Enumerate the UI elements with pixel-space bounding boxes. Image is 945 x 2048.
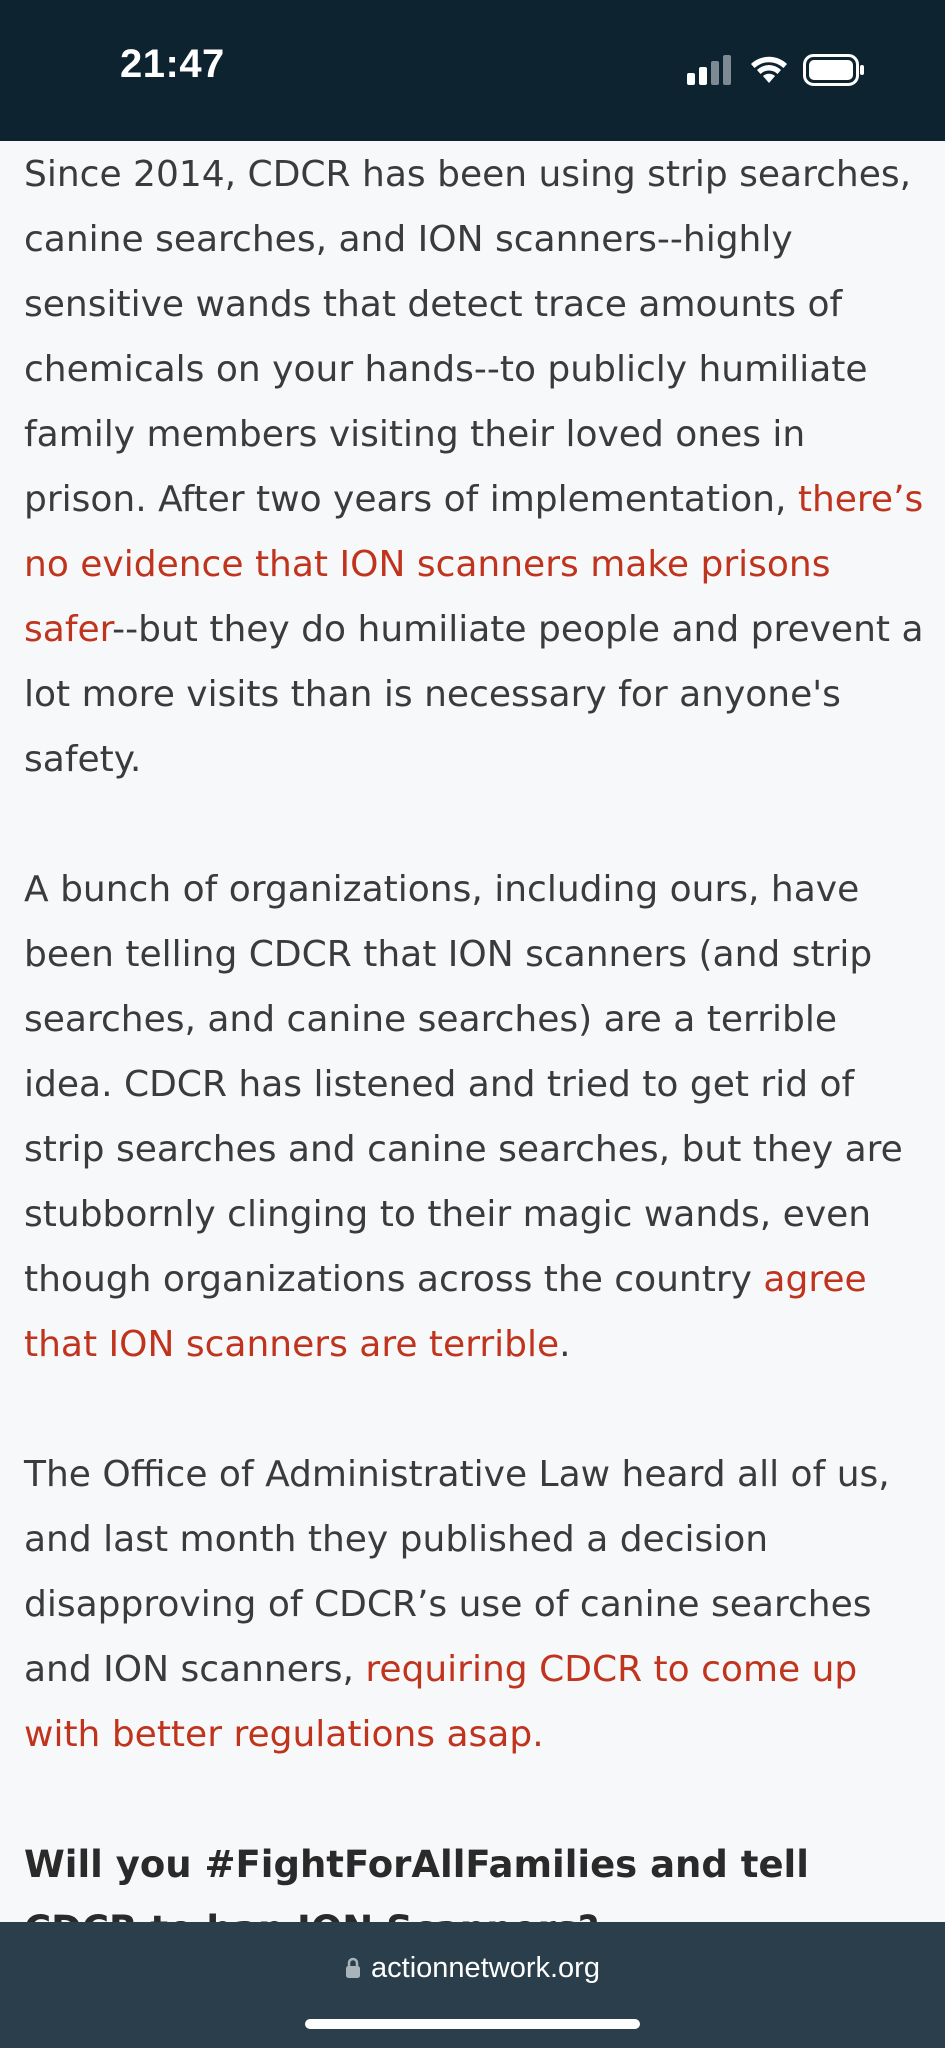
- link-no-evidence[interactable]: there’s no evidence that ION scanners make prisons safer: [24, 479, 924, 650]
- lock-icon: [345, 1957, 361, 1979]
- paragraph-oal-decision: [24, 1442, 924, 1767]
- paragraph-text: A bunch of organizations, including ours, have been telling CDCR that ION scanners (and strip searches, and canine searches) are a terrible idea. CDCR has listened and tried to get rid of strip searches and canine searches, but they are stubbornly clinging to their magic wands, even though organizations across the country: [24, 869, 903, 1300]
- status-time: 21:47: [120, 42, 225, 86]
- paragraph-ion-scanners: [24, 142, 924, 792]
- wifi-icon: [749, 55, 789, 85]
- link-agree-terrible[interactable]: agree that ION scanners are terrible: [24, 1259, 867, 1365]
- status-bar: [0, 0, 945, 141]
- url-display[interactable]: [0, 1952, 945, 1985]
- article-body: [24, 142, 924, 1962]
- browser-url-bar[interactable]: [0, 1922, 945, 2048]
- call-to-action-heading: Will you #FightForAllFamilies and tell: [24, 1843, 809, 1886]
- paragraph-text: Since 2014, CDCR has been using strip searches, canine searches, and ION scanners--highly sensitive wands that detect trace amounts of chemicals on your hands--to publicly humiliate family members visiting their loved ones in prison. After two years of implementation,: [24, 154, 912, 520]
- paragraph-text: --but they do humiliate people and prevent a lot more visits than is necessary for anyone's safety.: [24, 609, 924, 780]
- paragraph-text: .: [559, 1324, 571, 1365]
- paragraph-organizations: [24, 857, 924, 1377]
- url-text: actionnetwork.org: [371, 1952, 600, 1984]
- paragraph-text: The Office of Administrative Law heard all of us, and last month they published a decision disapproving of CDCR’s use of canine searches and ION scanners,: [24, 1454, 890, 1690]
- link-better-regulations[interactable]: requiring CDCR to come up with better regulations asap.: [24, 1649, 858, 1755]
- home-indicator[interactable]: [305, 2019, 640, 2029]
- cellular-signal-icon: [687, 55, 735, 85]
- status-icons: [687, 52, 865, 88]
- battery-icon: [803, 54, 865, 86]
